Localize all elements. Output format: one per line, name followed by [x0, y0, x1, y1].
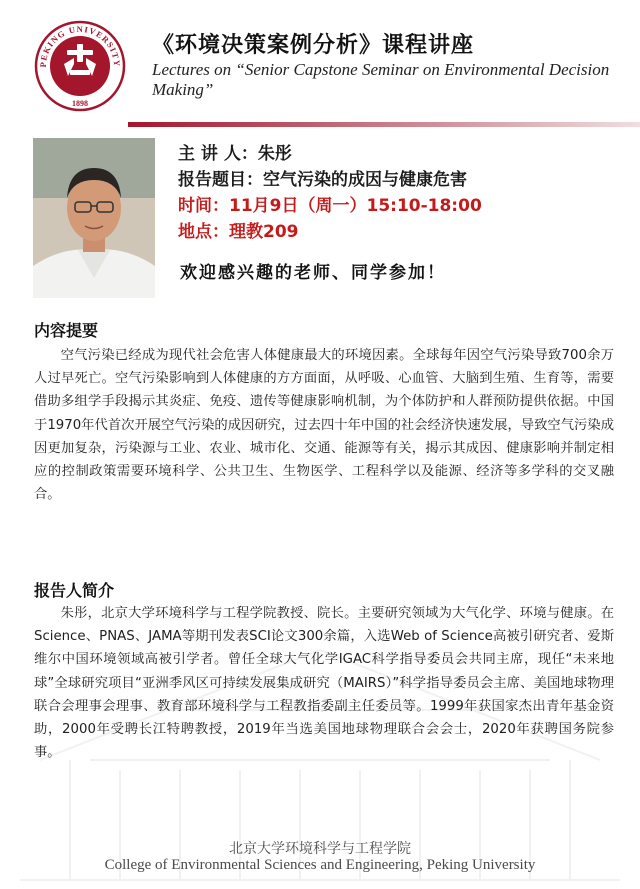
- lecture-time: 时间：11月9日（周一）15:10-18:00: [178, 196, 482, 216]
- abstract-text: 空气污染已经成为现代社会危害人体健康最大的环境因素。全球每年因空气污染导致700余万人过早死亡。空气污染影响到人体健康的方方面面，从呼吸、心血管、大脑到生殖、生育等，需要借助多组学手段揭示其炎症、免疫、遗传等健康影响机制，为个体防护和人群预防提供依据。中国于1970年代首次开展空气污染的成因研究，过去四十年中国的社会经济快速发展，导致空气污染成因更加复杂，污染源与工业、农业、城市化、交通、能源等有关，揭示其成因、健康影响并制定相应的控制政策需要环境科学、公共卫生、生物医学、工程科学以及能源、经济等多学科的交叉融合。: [34, 348, 614, 503]
- welcome-message: 欢迎感兴趣的老师、同学参加！: [180, 263, 446, 283]
- lecture-title-en: Lectures on “Senior Capstone Seminar on Environmental Decision Making”: [152, 60, 610, 99]
- footer-college-en: College of Environmental Sciences and Engineering, Peking University: [104, 857, 536, 873]
- footer-college-cn: 北京大学环境科学与工程学院: [229, 842, 411, 857]
- speaker-photo: [33, 138, 155, 298]
- lecture-place: 地点：理教209: [178, 222, 299, 242]
- peking-university-logo: [34, 20, 126, 112]
- logo-year: 1898: [72, 99, 88, 108]
- header-divider: [128, 122, 640, 127]
- abstract-heading: 内容提要: [34, 321, 99, 340]
- lecture-title-cn: 《环境决策案例分析》课程讲座: [152, 32, 475, 58]
- speaker-info: [178, 142, 482, 246]
- speaker-name: 主 讲 人：朱彤: [178, 144, 292, 164]
- bio-heading: 报告人简介: [34, 581, 115, 600]
- logo-ring-text: PEKING UNIVERSITY: [37, 23, 123, 68]
- bio-text: 朱彤，北京大学环境科学与工程学院教授、院长。主要研究领域为大气化学、环境与健康。在Science、PNAS、JAMA等期刊发表SCI论文300余篇，入选Web of Science高被引研究者、爱斯维尔中国环境领域高被引学者。曾任全球大气化学IGAC科学指导委员会共同主席，现任“未来地球”全球研究项目“亚洲季风区可持续发展集成研究（MAIRS）”科学指导委员会主席、美国地球物理联合会理事会理事、教育部环境科学与工程教指委副主任委员等。1999年获国家杰出青年基金资助，2000年受聘长江特聘教授，2019年当选美国地球物理联合会会士，2020年获聘国务院参事。: [34, 606, 614, 761]
- report-topic: 报告题目：空气污染的成因与健康危害: [178, 170, 467, 190]
